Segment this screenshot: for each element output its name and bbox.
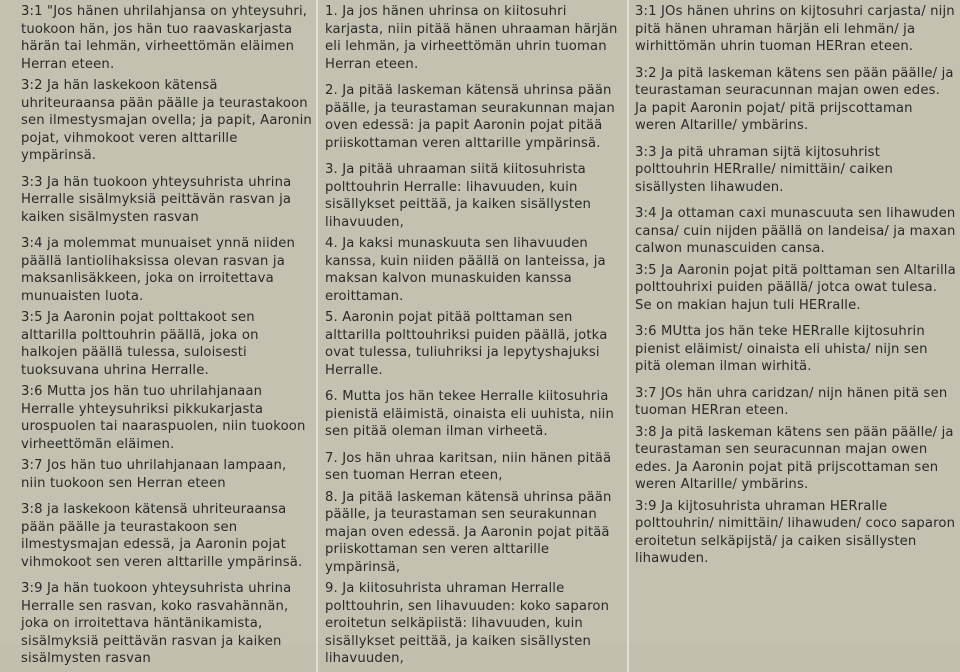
verse-cell: 3:2 Ja pitä laskeman kätens sen pään päälle/ ja teurastaman seuracunnan majan owen edes. Ja papit Aaronin pojat/ pitä prijscottaman weren Altarille/ ymbärins.: [635, 65, 958, 133]
verse-cell: 3:4 ja molemmat munuaiset ynnä niiden päällä lantiolihaksissa olevan rasvan ja maksanlisäkkeen, joka on irroitettava munuaisten luota.: [21, 236, 300, 304]
verse-cell: 6. Mutta jos hän tekee Herralle kiitosuhria pienistä eläimistä, oinaista eli uuhista, niin sen pitää oleman ilman virheetä.: [325, 389, 619, 439]
column-modern-translation: [0, 0, 318, 672]
verse-cell: 3:7 JOs hän uhra caridzan/ nijn hänen pitä sen tuoman HERran eteen.: [635, 385, 952, 418]
verse-cell: 3:3 Ja pitä uhraman sijtä kijtosuhrist polttouhrin HERralle/ nimittäin/ caiken sisällysten lihawuden.: [635, 144, 898, 195]
verse-cell: 1. Ja jos hänen uhrinsa on kiitosuhri karjasta, niin pitää hänen uhraaman härjän eli lehmän, ja virheettömän uhrin tuoman Herran eteen.: [325, 4, 622, 72]
verse-cell: 3:6 MUtta jos hän teke HERralle kijtosuhrin pienist eläimist/ oinaista eli uhista/ nijn sen pitä oleman ilman wirhitä.: [635, 324, 933, 374]
column-1776-translation: [318, 0, 629, 672]
verse-cell: 3:9 Ja hän tuokoon yhteysuhrista uhrina Herralle sen rasvan, koko rasvahännän, joka on irroitettava häntänikamista, sisälmyksiä peittävän rasvan ja kaiken sisälmysten rasvan: [21, 581, 296, 666]
verse-cell: 8. Ja pitää laskeman kätensä uhrinsa pään päälle, ja teurastaman sen seurakunnan majan oven edessä. Ja Aaronin pojat pitää priiskottaman sen veren alttarille ympärinsä,: [325, 489, 616, 575]
verse-cell: 3:8 Ja pitä laskeman kätens sen pään päälle/ ja teurastaman sen seuracunnan majan owen edes. Ja Aaronin pojat pitä prijscottaman sen weren Altarille/ ymbärins.: [635, 424, 958, 492]
verse-cell: 3:8 ja laskekoon kätensä uhriteuraansa pään päälle ja teurastakoon sen ilmestysmajan edessä, ja Aaronin pojat vihmokoot sen veren alttarille ympärinsä.: [21, 502, 303, 570]
column-1642-translation: [629, 0, 960, 672]
verse-cell: 3:4 Ja ottaman caxi munascuuta sen lihawuden cansa/ cuin nijden päällä on landeisa/ ja maxan calwon munascuiden cansa.: [635, 206, 960, 256]
verse-cell: 3:2 Ja hän laskekoon kätensä uhriteuraansa pään päälle ja teurastakoon sen ilmestysmajan ovella; ja papit, Aaronin pojat, vihmokoot veren alttarille ympärinsä.: [21, 78, 317, 163]
verse-cell: 3:5 Ja Aaronin pojat polttakoot sen alttarilla polttouhrin päällä, joka on halkojen päällä tulessa, suloisesti tuoksuvana uhrina Herralle.: [21, 310, 263, 378]
verse-cell: 9. Ja kiitosuhrista uhraman Herralle polttouhrin, sen lihavuuden: koko saparon eroitetun selkäpiistä: lihavuuden, kuin sisällykset peittää, ja kaiken sisällysten lihavuuden,: [325, 581, 614, 666]
verse-cell: 3:9 Ja kijtosuhrista uhraman HERralle polttouhrin/ nimittäin/ lihawuden/ coco saparon eroitetun selkäpijstä/ ja caiken sisällysten lihawuden.: [635, 498, 960, 566]
verse-cell: 3:3 Ja hän tuokoon yhteysuhrista uhrina Herralle sisälmyksiä peittävän rasvan ja kaiken sisälmysten rasvan: [21, 174, 296, 225]
verse-cell: 4. Ja kaksi munaskuuta sen lihavuuden kanssa, kuin niiden päällä on lanteissa, ja maksan kalvon munaskuiden kanssa eroittaman.: [325, 236, 611, 304]
verse-cell: 3:5 Ja Aaronin pojat pitä polttaman sen Altarilla polttouhrixi puiden päällä/ jotca owat tulesa. Se on makian hajun tuli HERralle.: [635, 262, 960, 313]
verse-cell: 3:1 JOs hänen uhrins on kijtosuhri carjasta/ nijn pitä hänen uhraman härjän eli lehmän/ ja wirhittömän uhrin tuoman HERran eteen.: [635, 4, 960, 54]
verse-cell: 3:1 "Jos hänen uhrilahjansa on yhteysuhri, tuokoon hän, jos hän tuo raavaskarjasta härän tai lehmän, virheettömän eläimen Herran eteen.: [21, 4, 312, 72]
verse-cell: 7. Jos hän uhraa karitsan, niin hänen pitää sen tuoman Herran eteen,: [325, 450, 616, 483]
verse-cell: 3:6 Mutta jos hän tuo uhrilahjanaan Herralle yhteysuhriksi pikkukarjasta urospuolen tai naaraspuolen, niin tuokoon virheettömän eläimen.: [21, 384, 310, 452]
verse-cell: 3:7 Jos hän tuo uhrilahjanaan lampaan, niin tuokoon sen Herran eteen: [21, 458, 291, 491]
verse-cell: 3. Ja pitää uhraaman siitä kiitosuhrista polttouhrin Herralle: lihavuuden, kuin sisällykset peittää, ja kaiken sisällysten lihavuuden,: [325, 162, 596, 230]
verse-cell: 2. Ja pitää laskeman kätensä uhrinsa pään päälle, ja teurastaman seurakunnan majan oven edessä: ja papit Aaronin pojat pitää priiskottaman veren alttarille ympärinsä.: [325, 83, 620, 151]
verse-cell: 5. Aaronin pojat pitää polttaman sen alttarilla polttouhriksi puiden päällä, jotka ovat tulessa, tuliuhriksi ja lepytyshajuksi Herralle.: [325, 310, 612, 378]
